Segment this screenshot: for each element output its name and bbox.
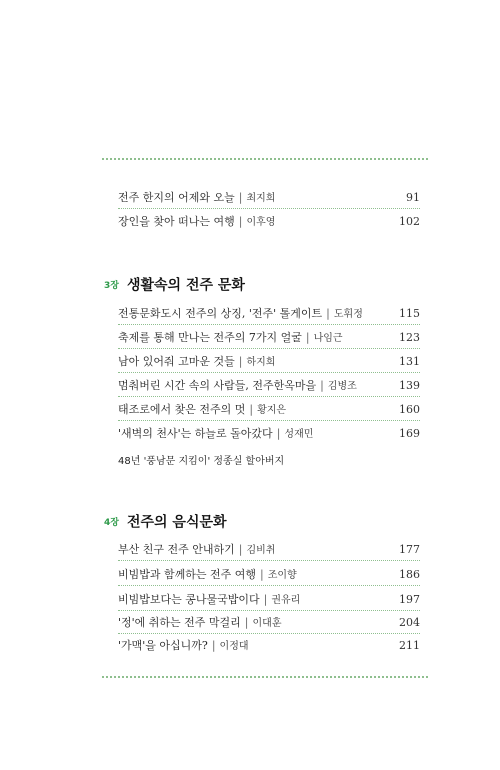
entry-title: '새벽의 천사'는 하늘로 돌아갔다 (118, 427, 273, 440)
entry-title: 축제를 통해 만나는 전주의 7가지 얼굴 (118, 331, 302, 344)
entry-title: 비빔밥과 함께하는 전주 여행 (118, 568, 257, 581)
toc-entry (118, 635, 420, 657)
entry-author: 이후영 (246, 217, 276, 228)
separator: | (263, 593, 268, 606)
entry-underline (118, 208, 420, 209)
chapter-number: 3장 (104, 281, 119, 291)
entry-author: 나임근 (313, 333, 343, 344)
bottom-divider (102, 676, 428, 678)
top-divider (102, 158, 428, 160)
chapter-title: 전주의 음식문화 (126, 514, 227, 531)
entry-author: 이대훈 (252, 618, 282, 629)
entry-author: 하지희 (246, 357, 276, 368)
entry-title: 부산 친구 전주 안내하기 (118, 543, 235, 556)
entry-page: 177 (399, 543, 420, 556)
separator: | (238, 543, 243, 556)
separator: | (305, 331, 310, 344)
chapter-number: 4장 (104, 518, 119, 528)
toc-entry (118, 351, 420, 373)
entry-title: '가맥'을 아십니까? (118, 639, 208, 652)
entry-page: 197 (399, 593, 420, 606)
entry-underline (118, 324, 420, 325)
toc-entry (118, 564, 420, 586)
toc-entry (118, 399, 420, 421)
toc-entry (118, 211, 420, 233)
entry-page: 91 (406, 191, 420, 204)
chapter-heading (104, 511, 227, 535)
entry-title: '정'에 취하는 전주 막걸리 (118, 616, 241, 629)
entry-underline (118, 348, 420, 349)
toc-entry (118, 612, 420, 634)
toc-entry (118, 539, 420, 561)
entry-underline (118, 396, 420, 397)
entry-underline (118, 633, 420, 634)
separator: | (238, 191, 243, 204)
entry-title: 멈춰버린 시간 속의 사람들, 전주한옥마을 (118, 379, 317, 392)
entry-author: 성재민 (284, 429, 314, 440)
separator: | (249, 403, 254, 416)
separator: | (244, 616, 249, 629)
entry-page: 102 (399, 215, 420, 228)
separator: | (326, 307, 330, 320)
toc-entry (118, 303, 420, 325)
entry-page: 160 (399, 403, 420, 416)
entry-page: 115 (399, 307, 420, 320)
toc-entry (118, 375, 420, 397)
entry-title: 비빔밥보다는 콩나물국밥이다 (118, 593, 260, 606)
separator: | (238, 215, 243, 228)
entry-page: 204 (399, 616, 420, 629)
toc-entry (118, 423, 420, 445)
entry-underline (118, 610, 420, 611)
entry-author: 김비취 (246, 545, 276, 556)
toc-entry (118, 589, 420, 611)
toc-entry (118, 187, 420, 209)
entry-author: 김병조 (327, 381, 357, 392)
chapter-title: 생활속의 전주 문화 (126, 277, 245, 294)
separator: | (276, 427, 281, 440)
entry-page: 123 (399, 331, 420, 344)
entry-page: 131 (399, 355, 420, 368)
entry-underline (118, 372, 420, 373)
entry-title: 전주 한지의 어제와 오늘 (118, 191, 235, 204)
separator: | (320, 379, 324, 392)
entry-author: 최지희 (246, 193, 276, 204)
entry-author: 조이향 (267, 570, 297, 581)
entry-author: 이정대 (219, 641, 249, 652)
entry-underline (118, 585, 420, 586)
entry-underline (118, 420, 420, 421)
entry-page: 139 (399, 379, 420, 392)
toc-entry (118, 327, 420, 349)
entry-title: 전통문화도시 전주의 상징, '전주' 톨게이트 (118, 307, 323, 320)
entry-title: 장인을 찾아 떠나는 여행 (118, 215, 235, 228)
separator: | (238, 355, 243, 368)
entry-page: 169 (399, 427, 420, 440)
entry-subtitle: 48년 '풍남문 지킴이' 정종실 할아버지 (118, 456, 285, 467)
entry-author: 황지은 (257, 405, 287, 416)
entry-page: 211 (399, 639, 420, 652)
entry-page: 186 (399, 568, 420, 581)
entry-author: 권유리 (271, 595, 301, 606)
entry-title: 남아 있어줘 고마운 것들 (118, 355, 235, 368)
separator: | (211, 639, 216, 652)
entry-underline (118, 560, 420, 561)
separator: | (260, 568, 264, 581)
chapter-heading (104, 274, 245, 298)
entry-title: 태조로에서 찾은 전주의 멋 (118, 403, 246, 416)
entry-author: 도휘정 (333, 309, 363, 320)
